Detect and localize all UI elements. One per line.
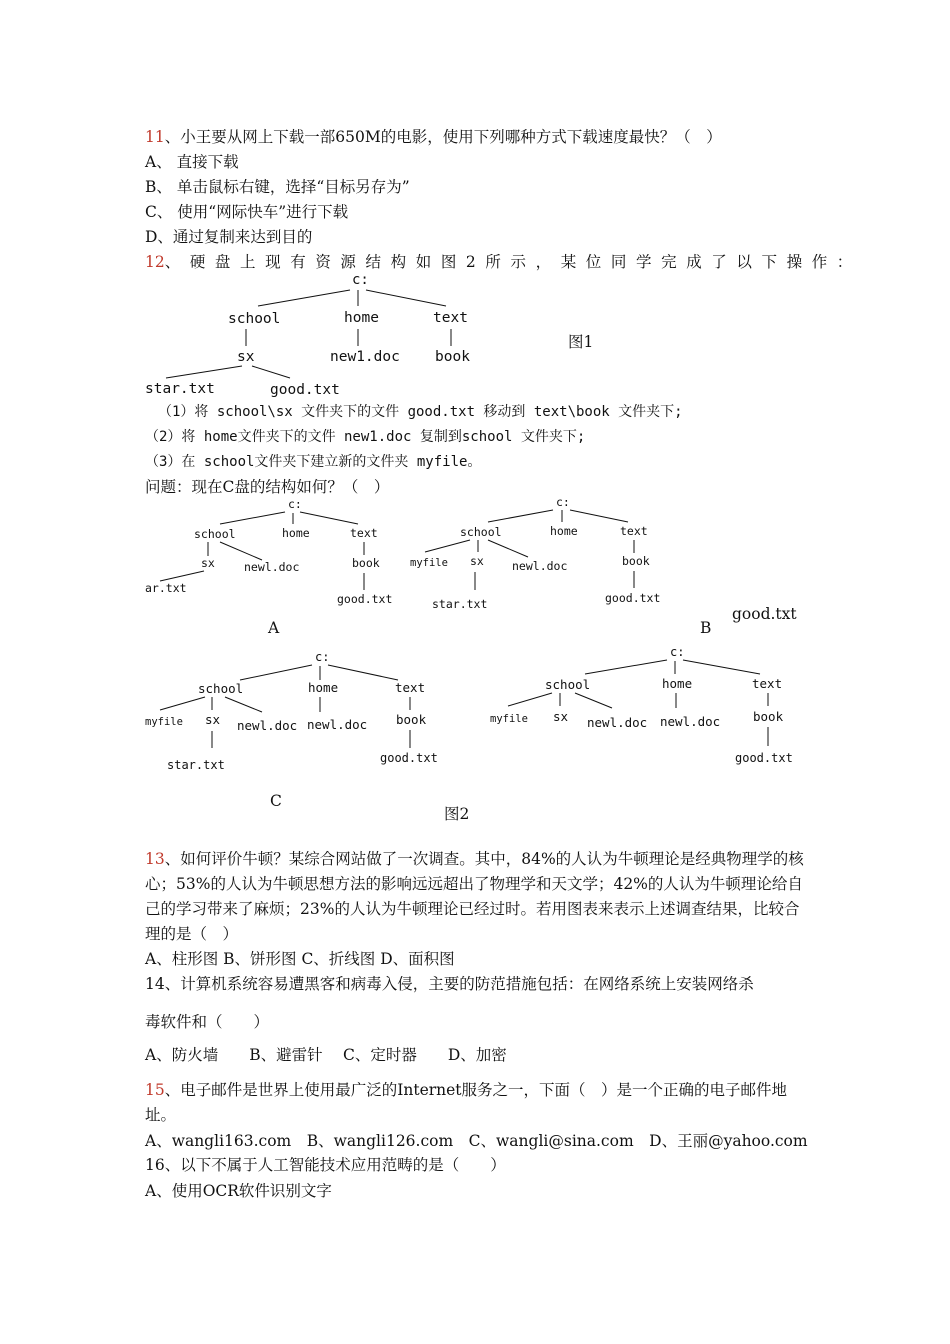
tree-main-root: c: bbox=[352, 272, 369, 288]
q15-stem bbox=[145, 1078, 810, 1128]
q15-options: A、wangli163.com B、wangli126.com C、wangli@sina.com D、王丽@yahoo.com bbox=[145, 1132, 808, 1150]
tree-d-newl-2: newl.doc bbox=[660, 714, 721, 729]
tree-main-good: good.txt bbox=[270, 382, 340, 398]
tree-c-sx: sx bbox=[205, 712, 221, 727]
q13-text: 、如何评价牛顿？某综合网站做了一次调查。其中，84%的人认为牛顿理论是经典物理学的核心；53%的人认为牛顿思想方法的影响远远超出了物理学和天文学；42%的人认为牛顿理论给自己的学习带来了麻烦；23%的人认为牛顿理论已经过时。若用图表来表示上述调查结果，比较合理的是（ ） bbox=[145, 850, 804, 943]
tree-main-text: text bbox=[433, 310, 468, 326]
figure1-label: 图1 bbox=[568, 333, 594, 351]
tree-d-sx: sx bbox=[553, 709, 569, 724]
q14-stem-line1: 14、计算机系统容易遭黑客和病毒入侵，主要的防范措施包括：在网络系统上安装网络杀 bbox=[145, 975, 754, 993]
tree-option-c bbox=[145, 650, 438, 772]
tree-b-good: good.txt bbox=[605, 591, 661, 605]
tree-option-a bbox=[145, 497, 392, 606]
q11-number: 11 bbox=[145, 128, 165, 146]
q11-text: 、小王要从网上下载一部650M的电影，使用下列哪种方式下载速度最快？（ ） bbox=[164, 128, 722, 146]
q11-option-a: A、 直接下载 bbox=[145, 153, 239, 171]
tree-main-book: book bbox=[435, 349, 470, 365]
tree-d-school: school bbox=[545, 677, 591, 692]
tree-main-sx: sx bbox=[237, 349, 255, 365]
tree-a-sx: sx bbox=[201, 556, 215, 570]
tree-c-text: text bbox=[395, 680, 426, 695]
tree-main-star: star.txt bbox=[145, 381, 215, 397]
tree-option-d bbox=[490, 645, 793, 765]
tree-b-root: c: bbox=[556, 495, 570, 509]
q12-op3: （3）在 school文件夹下建立新的文件夹 myfile。 bbox=[145, 454, 482, 470]
tree-a-school: school bbox=[194, 527, 236, 541]
tree-c-star: star.txt bbox=[167, 758, 225, 772]
tree-d-text: text bbox=[752, 676, 783, 691]
tree-main-home: home bbox=[344, 310, 379, 326]
tree-b-newl: newl.doc bbox=[512, 559, 568, 573]
tree-d-myfile: myfile bbox=[490, 713, 528, 725]
tree-main-school: school bbox=[228, 311, 281, 327]
tree-d-home: home bbox=[662, 676, 693, 691]
tree-a-newl: newl.doc bbox=[244, 560, 300, 574]
q16-stem: 16、以下不属于人工智能技术应用范畴的是（ ） bbox=[145, 1156, 506, 1174]
tree-c-root: c: bbox=[315, 650, 330, 664]
tree-d-newl-1: newl.doc bbox=[587, 715, 648, 730]
tree-d-good: good.txt bbox=[735, 751, 793, 765]
tree-a-text: text bbox=[350, 526, 378, 540]
q13-stem bbox=[145, 847, 810, 947]
tree-a-good: good.txt bbox=[337, 592, 393, 606]
stray-good-txt-label: good.txt bbox=[732, 605, 797, 623]
q13-options: A、柱形图 B、饼形图 C、折线图 D、面积图 bbox=[145, 950, 455, 968]
tree-a-star: ar.txt bbox=[145, 581, 187, 595]
tree-d-root: c: bbox=[670, 645, 685, 659]
tree-d-book: book bbox=[753, 709, 784, 724]
tree-a-root: c: bbox=[288, 497, 302, 511]
tree-b-book: book bbox=[622, 554, 650, 568]
tree-c-newl-2: newl.doc bbox=[307, 717, 368, 732]
tree-b-text: text bbox=[620, 524, 648, 538]
tree-a-home: home bbox=[282, 526, 310, 540]
q11-option-d: D、通过复制来达到目的 bbox=[145, 228, 313, 246]
option-c-label: C bbox=[270, 792, 282, 810]
q16-option-a: A、使用OCR软件识别文字 bbox=[145, 1182, 332, 1200]
tree-option-b bbox=[410, 495, 660, 611]
tree-c-newl-1: newl.doc bbox=[237, 718, 298, 733]
q15-number: 15 bbox=[145, 1081, 165, 1099]
q14-options: A、防火墙 B、避雷针 C、定时器 D、加密 bbox=[145, 1046, 507, 1064]
tree-a-book: book bbox=[352, 556, 380, 570]
tree-c-good: good.txt bbox=[380, 751, 438, 765]
q14-stem-line2: 毒软件和（ ） bbox=[145, 1013, 270, 1031]
tree-b-myfile: myfile bbox=[410, 557, 448, 569]
q11-option-b: B、 单击鼠标右键，选择“目标另存为” bbox=[145, 178, 410, 196]
option-a-label: A bbox=[268, 619, 280, 637]
tree-b-sx: sx bbox=[470, 554, 484, 568]
figure2-label: 图2 bbox=[444, 805, 470, 823]
q12-op1: （1）将 school\sx 文件夹下的文件 good.txt 移动到 text\book 文件夹下; bbox=[158, 404, 683, 420]
q13-number: 13 bbox=[145, 850, 165, 868]
q11-option-c: C、 使用“网际快车”进行下载 bbox=[145, 203, 349, 221]
q12-question: 问题：现在C盘的结构如何？（ ） bbox=[145, 478, 390, 496]
q15-text: 、电子邮件是世界上使用最广泛的Internet服务之一，下面（ ）是一个正确的电子邮件地址。 bbox=[145, 1081, 788, 1124]
tree-c-myfile: myfile bbox=[145, 716, 183, 728]
q12-number: 12 bbox=[145, 253, 165, 271]
tree-c-home: home bbox=[308, 680, 339, 695]
tree-main-new1: new1.doc bbox=[330, 349, 400, 365]
tree-b-star: star.txt bbox=[432, 597, 488, 611]
tree-b-home: home bbox=[550, 524, 578, 538]
tree-c-book: book bbox=[396, 712, 427, 727]
tree-b-school: school bbox=[460, 525, 502, 539]
option-b-label: B bbox=[700, 619, 712, 637]
tree-c-school: school bbox=[198, 681, 244, 696]
q12-op2: （2）将 home文件夹下的文件 new1.doc 复制到school 文件夹下; bbox=[145, 429, 586, 445]
q12-text: 、硬盘上现有资源结构如图2所示，某位同学完成了以下操作： bbox=[164, 253, 862, 271]
